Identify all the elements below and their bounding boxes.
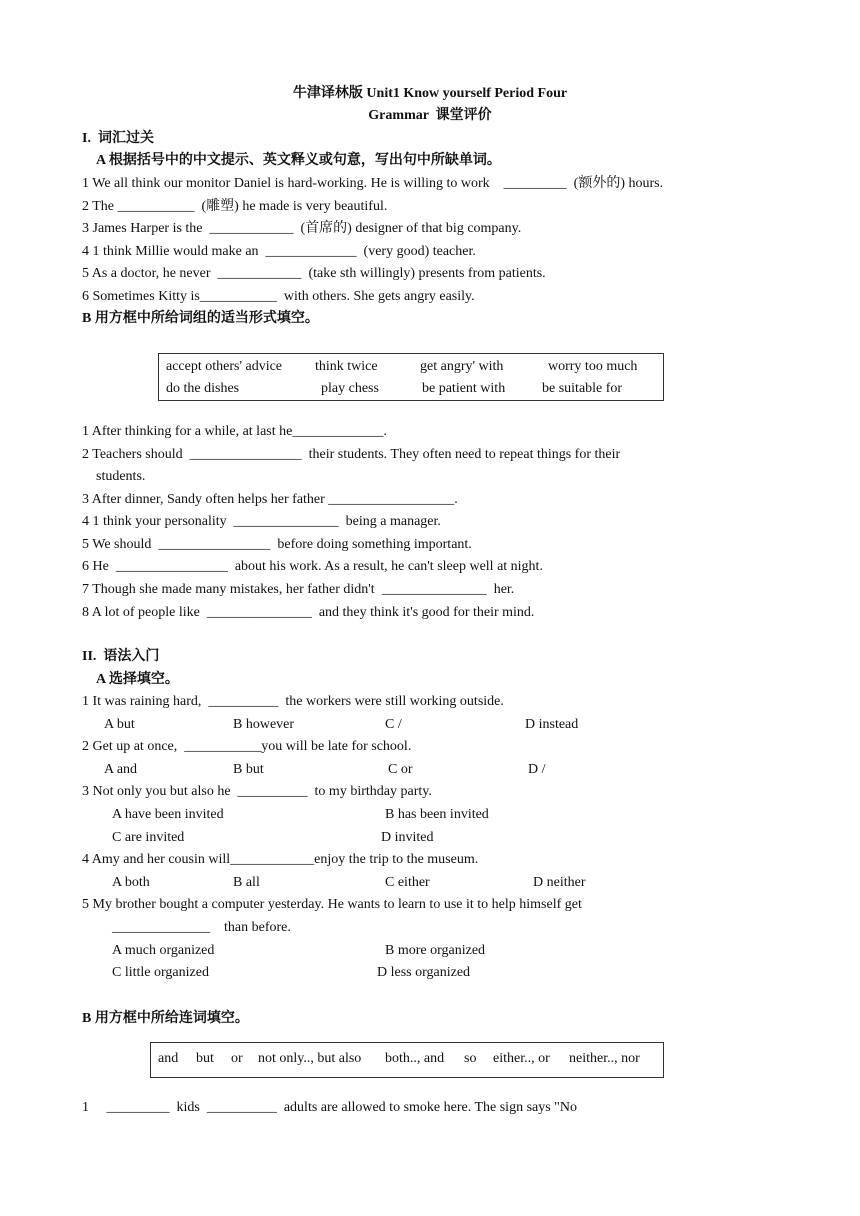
choice-option: A much organized bbox=[112, 943, 215, 958]
phrase-question: 3 After dinner, Sandy often helps her father __________________. bbox=[82, 492, 458, 507]
choice-option: A and bbox=[104, 762, 138, 777]
grammar-question: 1 It was raining hard, __________ the workers were still working outside. bbox=[82, 694, 504, 709]
part-a-instruction: A 选择填空。 bbox=[96, 672, 179, 687]
vocab-question: 4 1 think Millie would make an _____________ (very good) teacher. bbox=[82, 244, 476, 259]
choice-option: B more organized bbox=[385, 943, 486, 958]
choice-option: D neither bbox=[533, 875, 586, 890]
phrase-option: do the dishes bbox=[166, 381, 240, 396]
phrase-question: 7 Though she made many mistakes, her father didn't _______________ her. bbox=[82, 582, 515, 597]
part-b-instruction: B 用方框中所给连词填空。 bbox=[82, 1011, 249, 1026]
phrase-question: 1 After thinking for a while, at last he_____________. bbox=[82, 424, 387, 439]
grammar-question: 3 Not only you but also he __________ to my birthday party. bbox=[82, 784, 432, 799]
section-1-heading: I. 词汇过关 bbox=[82, 131, 154, 146]
choice-option: B but bbox=[233, 762, 264, 777]
section-2-heading: II. 语法入门 bbox=[82, 649, 160, 664]
grammar-question: 5 My brother bought a computer yesterday. He wants to learn to use it to help himself get bbox=[82, 897, 582, 912]
vocab-question: 3 James Harper is the ____________ (首席的) designer of that big company. bbox=[82, 221, 522, 236]
choice-option: D invited bbox=[381, 830, 434, 845]
conjunction-box bbox=[150, 1042, 664, 1078]
grammar-question-continued: ______________ than before. bbox=[112, 920, 291, 935]
choice-option: D less organized bbox=[377, 965, 471, 980]
phrase-question-continued: students. bbox=[96, 469, 146, 484]
choice-option: C either bbox=[385, 875, 430, 890]
grammar-question: 4 Amy and her cousin will____________enjoy the trip to the museum. bbox=[82, 852, 479, 867]
choice-option: A have been invited bbox=[112, 807, 224, 822]
conjunction-option: not only.., but also bbox=[258, 1051, 362, 1066]
vocab-question: 2 The ___________ (雕塑) he made is very beautiful. bbox=[82, 199, 388, 214]
conjunction-option: both.., and bbox=[385, 1051, 445, 1066]
phrase-option: be patient with bbox=[422, 381, 506, 396]
vocab-question: 5 As a doctor, he never ____________ (take sth willingly) presents from patients. bbox=[82, 266, 546, 281]
page-title: 牛津译林版 Unit1 Know yourself Period Four bbox=[292, 86, 568, 101]
choice-option: C little organized bbox=[112, 965, 209, 980]
choice-option: C are invited bbox=[112, 830, 185, 845]
choice-option: C or bbox=[388, 762, 413, 777]
conjunction-option: or bbox=[231, 1051, 243, 1066]
phrase-option: worry too much bbox=[548, 359, 638, 374]
choice-option: B has been invited bbox=[385, 807, 489, 822]
phrase-option: think twice bbox=[315, 359, 378, 374]
conjunction-question: 1 _________ kids __________ adults are allowed to smoke here. The sign says "No bbox=[82, 1100, 578, 1115]
phrase-question: 8 A lot of people like _______________ and they think it's good for their mind. bbox=[82, 605, 535, 620]
conjunction-option: so bbox=[464, 1051, 477, 1066]
page-subtitle: Grammar 课堂评价 bbox=[368, 108, 492, 123]
choice-option: B all bbox=[233, 875, 260, 890]
grammar-question: 2 Get up at once, ___________you will be late for school. bbox=[82, 739, 412, 754]
choice-option: D / bbox=[528, 762, 546, 777]
phrase-question: 6 He ________________ about his work. As a result, he can't sleep well at night. bbox=[82, 559, 543, 574]
choice-option: D instead bbox=[525, 717, 579, 732]
choice-option: B however bbox=[233, 717, 295, 732]
part-a-instruction: A 根据括号中的中文提示、英文释义或句意，写出句中所缺单词。 bbox=[96, 153, 501, 168]
phrase-question: 5 We should ________________ before doing something important. bbox=[82, 537, 472, 552]
part-b-instruction: B 用方框中所给词组的适当形式填空。 bbox=[82, 311, 319, 326]
phrase-option: get angry' with bbox=[420, 359, 504, 374]
vocab-question: 6 Sometimes Kitty is___________ with others. She gets angry easily. bbox=[82, 289, 475, 304]
phrase-option: be suitable for bbox=[542, 381, 623, 396]
conjunction-option: neither.., nor bbox=[569, 1051, 640, 1066]
choice-option: C / bbox=[385, 717, 402, 732]
phrase-question: 4 1 think your personality _______________ being a manager. bbox=[82, 514, 441, 529]
conjunction-option: but bbox=[196, 1051, 214, 1066]
phrase-option: accept others' advice bbox=[166, 359, 283, 374]
phrase-option: play chess bbox=[321, 381, 379, 396]
phrase-question: 2 Teachers should ________________ their students. They often need to repeat things for their bbox=[82, 447, 621, 462]
conjunction-option: either.., or bbox=[493, 1051, 550, 1066]
conjunction-option: and bbox=[158, 1051, 179, 1066]
choice-option: A but bbox=[104, 717, 135, 732]
choice-option: A both bbox=[112, 875, 150, 890]
vocab-question: 1 We all think our monitor Daniel is hard-working. He is willing to work _________ (额外的) hours. bbox=[82, 176, 664, 191]
phrase-box bbox=[158, 353, 664, 401]
